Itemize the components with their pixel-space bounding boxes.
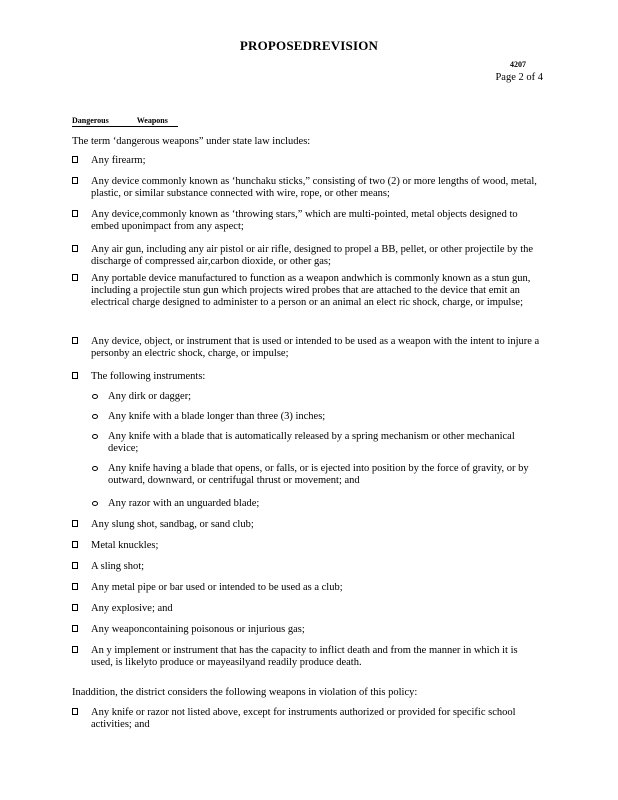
section-heading-word-1: Dangerous (72, 116, 109, 125)
bullet-icon (72, 625, 78, 632)
bullet-icon (72, 604, 78, 611)
bullet-icon (72, 372, 78, 379)
circle-bullet-icon (92, 394, 98, 399)
bullet-icon (72, 274, 78, 281)
sub-list-item: Any knife with a blade longer than three (3) inches; (92, 411, 532, 423)
document-title: PROPOSEDREVISION (239, 38, 379, 53)
bullet-icon (72, 583, 78, 590)
circle-bullet-icon (92, 414, 98, 419)
bullet-icon (72, 562, 78, 569)
list-item: An y implement or instrument that has the capacity to inflict death and from the manner in which it is used, is likelyto produce or mayeasilyand readily produce death. (72, 645, 542, 669)
list-item: Any portable device manufactured to function as a weapon andwhich is commonly known as a stun gun, including a projectile stun gun which projects wired probes that are attached to the device that emit an electrical charge designed to administer to a person or an animal an elect ric shock, charge, or impulse; (72, 273, 542, 309)
sub-list-item: Any razor with an unguarded blade; (92, 498, 532, 510)
bullet-icon (72, 541, 78, 548)
page-number: Page 2 of 4 (495, 72, 543, 83)
list-item: A sling shot; (72, 561, 542, 573)
list-item: Any device commonly known as ‘hunchaku sticks,” consisting of two (2) or more lengths of wood, metal, plastic, or similar substance connected with wire, rope, or other means; (72, 176, 542, 200)
addition-text: Inaddition, the district considers the following weapons in violation of this policy: (72, 687, 418, 698)
sub-list-item: Any knife having a blade that opens, or falls, or is ejected into position by the force of gravity, or by outward, downward, or centrifugal thrust or movement; and (92, 463, 532, 487)
list-item: Any slung shot, sandbag, or sand club; (72, 519, 542, 531)
list-item: Any device, object, or instrument that is used or intended to be used as a weapon with the intent to injure a personby an electric shock, charge, or impulse; (72, 336, 542, 360)
list-item: Metal knuckles; (72, 540, 542, 552)
list-item: Any air gun, including any air pistol or air rifle, designed to propel a BB, pellet, or other projectile by the discharge of compressed air,carbon dioxide, or other gas; (72, 244, 542, 268)
policy-number: 4207 (510, 60, 526, 69)
list-item: The following instruments: (72, 371, 542, 383)
list-item: Any explosive; and (72, 603, 542, 615)
sub-list-item: Any dirk or dagger; (92, 391, 532, 403)
circle-bullet-icon (92, 434, 98, 439)
circle-bullet-icon (92, 466, 98, 471)
bullet-icon (72, 156, 78, 163)
bullet-icon (72, 177, 78, 184)
intro-text: The term ‘dangerous weapons” under state law includes: (72, 136, 311, 147)
sub-list-item: Any knife with a blade that is automatically released by a spring mechanism or other mechanical device; (92, 431, 532, 455)
list-item: Any weaponcontaining poisonous or injurious gas; (72, 624, 542, 636)
bullet-icon (72, 337, 78, 344)
list-item: Any metal pipe or bar used or intended to be used as a club; (72, 582, 542, 594)
bullet-icon (72, 520, 78, 527)
bullet-icon (72, 708, 78, 715)
section-heading (72, 116, 178, 127)
list-item: Any knife or razor not listed above, except for instruments authorized or provided for specific school activities; and (72, 707, 542, 731)
bullet-icon (72, 245, 78, 252)
list-item: Any firearm; (72, 155, 542, 167)
circle-bullet-icon (92, 501, 98, 506)
bullet-icon (72, 210, 78, 217)
bullet-icon (72, 646, 78, 653)
section-heading-word-2: Weapons (136, 116, 168, 125)
list-item: Any device,commonly known as ‘throwing stars,” which are multi-pointed, metal objects designed to embed uponimpact from any aspect; (72, 209, 542, 233)
